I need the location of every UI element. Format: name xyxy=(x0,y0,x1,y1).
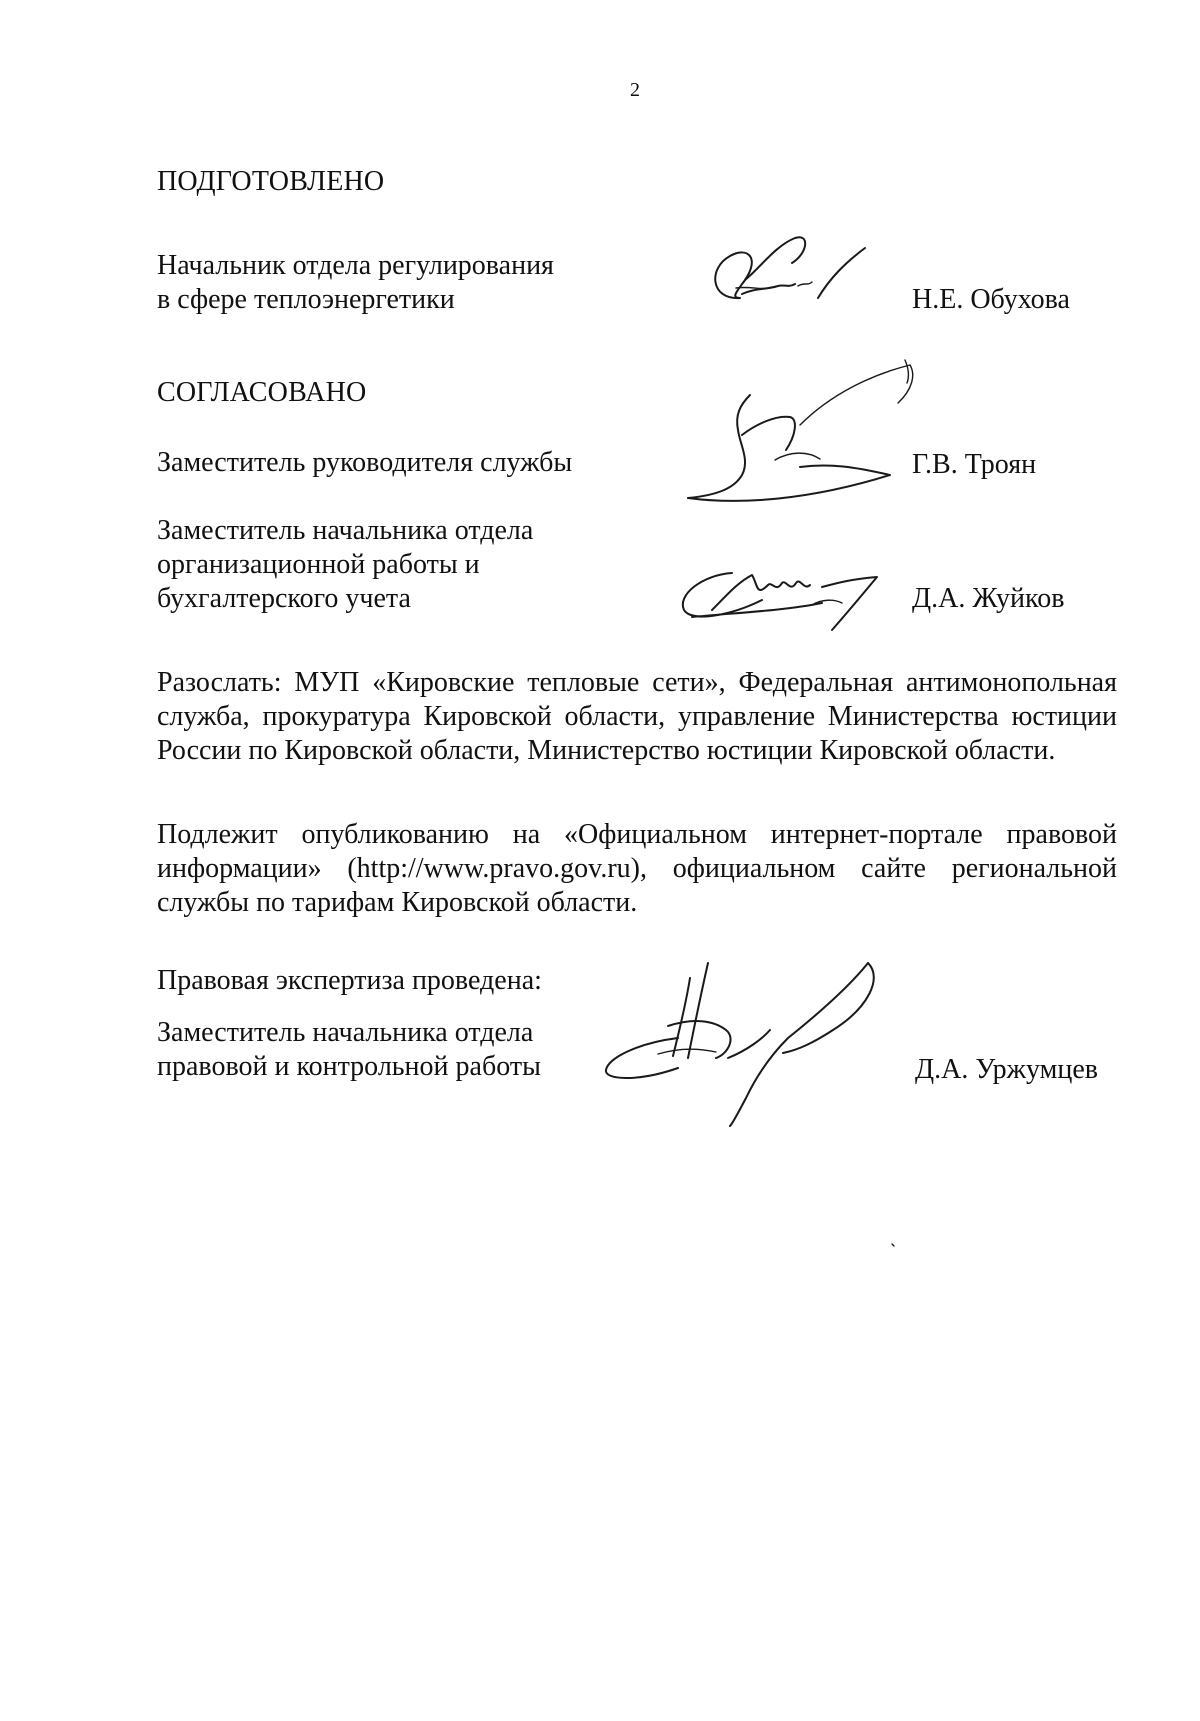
agreed-signer-2-position xyxy=(157,514,533,616)
agreed-signer-1-position-line: Заместитель руководителя службы xyxy=(157,447,573,478)
prepared-position xyxy=(157,249,554,317)
prepared-position-line: в сфере теплоэнергетики xyxy=(157,284,455,315)
distribution-line: Разослать: МУП «Кировские тепловые сети», Федеральная антимонопольная xyxy=(157,667,1117,698)
legal-review-position xyxy=(157,1016,541,1084)
agreed-heading: СОГЛАСОВАНО xyxy=(157,377,367,408)
signature-troyan xyxy=(680,355,920,510)
publication-note xyxy=(157,818,1117,920)
signature-zhuykov xyxy=(672,555,892,635)
agreed-signer-2-position-line: организационной работы и xyxy=(157,549,480,580)
prepared-name: Н.Е. Обухова xyxy=(912,284,1070,315)
distribution-list xyxy=(157,666,1117,768)
publication-line: службы по тарифам Кировской области. xyxy=(157,887,638,918)
legal-review-heading: Правовая экспертиза проведена: xyxy=(157,965,542,996)
page-number: 2 xyxy=(630,79,640,101)
legal-review-name: Д.А. Уржумцев xyxy=(915,1054,1099,1085)
agreed-signer-2-position-line: бухгалтерского учета xyxy=(157,583,411,614)
publication-line: Подлежит опубликованию на «Официальном интернет-портале правовой xyxy=(157,819,1117,850)
agreed-signer-1-position xyxy=(157,446,572,480)
prepared-position-line: Начальник отдела регулирования xyxy=(157,250,554,281)
distribution-line: России по Кировской области, Министерство юстиции Кировской области. xyxy=(157,735,1056,766)
agreed-signer-2-name: Д.А. Жуйков xyxy=(912,583,1065,614)
agreed-signer-1-name: Г.В. Троян xyxy=(912,449,1037,480)
signature-urzhumtsev xyxy=(598,958,888,1128)
scan-speck xyxy=(890,1242,896,1248)
distribution-line: служба, прокуратура Кировской области, управление Министерства юстиции xyxy=(157,701,1117,732)
signature-obukhova xyxy=(700,228,870,328)
legal-review-position-line: правовой и контрольной работы xyxy=(157,1051,541,1082)
publication-line: информации» (http://www.pravo.gov.ru), официальном сайте региональной xyxy=(157,853,1117,884)
agreed-signer-2-position-line: Заместитель начальника отдела xyxy=(157,515,534,546)
prepared-heading: ПОДГОТОВЛЕНО xyxy=(157,166,385,197)
legal-review-position-line: Заместитель начальника отдела xyxy=(157,1017,534,1048)
